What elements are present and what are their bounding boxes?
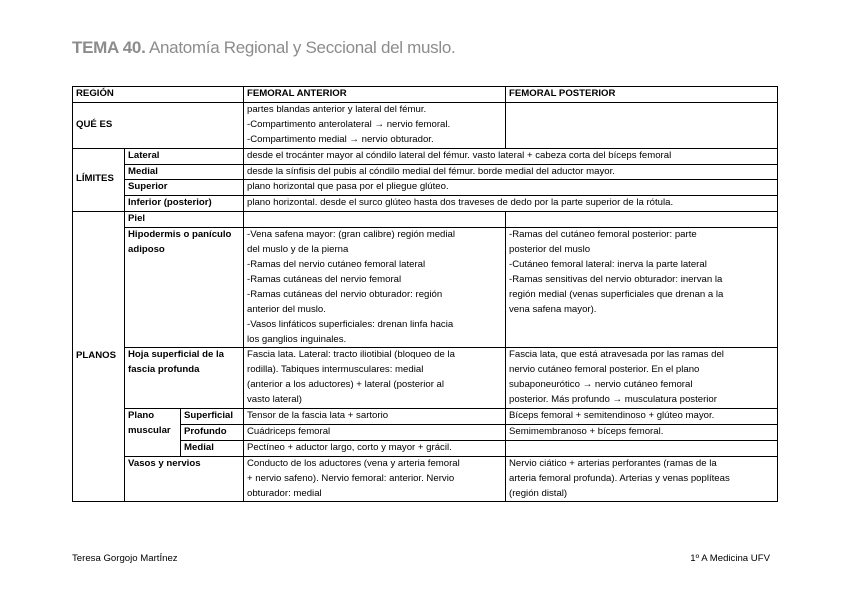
- que-es-anterior: [244, 102, 506, 148]
- page-title: [72, 38, 455, 58]
- hoja-anterior: [244, 348, 506, 409]
- vasos-anterior: [244, 456, 506, 502]
- que-es-posterior: [506, 102, 778, 148]
- text-line: -Compartimento medial → nervio obturador.: [247, 133, 434, 145]
- limite-text: plano horizontal. desde el surco glúteo hasta dos traveses de dedo por la parte superior de la rótula.: [244, 196, 778, 212]
- text-line: nervio cutáneo femoral posterior. En el plano: [509, 364, 700, 376]
- limite-text: plano horizontal que pasa por el pliegue glúteo.: [244, 180, 778, 196]
- footer-course: 1º A Medicina UFV: [690, 553, 770, 564]
- text-line: posterior del muslo: [509, 244, 591, 256]
- header-region: REGIÓN: [73, 87, 244, 103]
- text-line: vasto lateral): [247, 394, 302, 406]
- limites-label: LÍMITES: [73, 148, 125, 212]
- plano-muscular-anterior: Cuádriceps femoral: [244, 424, 506, 440]
- table-header-row: [73, 87, 778, 103]
- text-line: rodilla). Tabiques intermusculares: medial: [247, 364, 424, 376]
- text-line: -Cutáneo femoral lateral: inerva la parte lateral: [509, 258, 707, 270]
- title-text: Anatomía Regional y Seccional del muslo.: [145, 38, 456, 57]
- hipodermis-posterior: [506, 228, 778, 348]
- text-line: arteria femoral profunda). Arterias y venas poplíteas: [509, 472, 730, 484]
- text-line: -Vena safena mayor: (gran calibre) región medial: [247, 229, 455, 241]
- row-limite-lateral: [73, 148, 778, 164]
- text-line: (anterior a los aductores) + lateral (posterior al: [247, 379, 445, 391]
- text-line: + nervio safeno). Nervio femoral: anterior. Nervio: [247, 472, 455, 484]
- row-plano-superficial: [73, 409, 778, 425]
- text-line: partes blandas anterior y lateral del fémur.: [247, 103, 427, 115]
- row-limite-medial: [73, 164, 778, 180]
- piel-anterior: [244, 212, 506, 228]
- text-line: -Ramas del nervio cutáneo femoral lateral: [247, 258, 426, 270]
- hipodermis-anterior: [244, 228, 506, 348]
- plano-muscular-label: Plano muscular: [125, 409, 181, 457]
- text-line: (región distal): [509, 487, 568, 499]
- text-line: vena safena mayor).: [509, 303, 597, 315]
- row-limite-superior: [73, 180, 778, 196]
- piel-label: Piel: [125, 212, 244, 228]
- text-line: región medial (venas superficiales que drenan a la: [509, 288, 724, 300]
- hoja-posterior: [506, 348, 778, 409]
- piel-posterior: [506, 212, 778, 228]
- text-line: -Ramas del cutáneo femoral posterior: parte: [509, 229, 697, 241]
- limite-text: desde la sínfisis del pubis al cóndilo medial del fémur. borde medial del aductor mayor.: [244, 164, 778, 180]
- plano-muscular-posterior: Bíceps femoral + semitendinoso + glúteo mayor.: [506, 409, 778, 425]
- text-line: del muslo y de la pierna: [247, 244, 349, 256]
- text-line: -Ramas sensitivas del nervio obturador: inervan la: [509, 273, 723, 285]
- vasos-label: Vasos y nervios: [125, 456, 244, 502]
- hoja-label: Hoja superficial de la fascia profunda: [125, 348, 244, 409]
- text-line: -Compartimento anterolateral → nervio femoral.: [247, 118, 451, 130]
- text-line: -Ramas cutáneas del nervio obturador: región: [247, 288, 443, 300]
- text-line: posterior. Más profundo → musculatura posterior: [509, 394, 717, 406]
- header-anterior: FEMORAL ANTERIOR: [244, 87, 506, 103]
- row-vasos-nervios: [73, 456, 778, 502]
- limite-text: desde el trocánter mayor al cóndilo lateral del fémur. vasto lateral + cabeza corta del bíceps femoral: [244, 148, 778, 164]
- row-hipodermis: [73, 228, 778, 348]
- text-line: Conducto de los aductores (vena y arteria femoral: [247, 457, 460, 469]
- vasos-posterior: [506, 456, 778, 502]
- text-line: anterior del muslo.: [247, 303, 326, 315]
- text-line: -Vasos linfáticos superficiales: drenan linfa hacia: [247, 318, 454, 330]
- plano-muscular-sublabel: Superficial: [181, 409, 244, 425]
- limite-label: Medial: [125, 164, 244, 180]
- row-piel: [73, 212, 778, 228]
- text-line: -Ramas cutáneas del nervio femoral: [247, 273, 402, 285]
- plano-muscular-posterior: Semimembranoso + bíceps femoral.: [506, 424, 778, 440]
- header-posterior: FEMORAL POSTERIOR: [506, 87, 778, 103]
- plano-muscular-posterior: [506, 440, 778, 456]
- text-line: subaponeurótico → nervio cutáneo femoral: [509, 379, 693, 391]
- plano-muscular-sublabel: Profundo: [181, 424, 244, 440]
- text-line: Fascia lata, que está atravesada por las ramas del: [509, 349, 724, 361]
- limite-label: Inferior (posterior): [125, 196, 244, 212]
- plano-muscular-anterior: Pectíneo + aductor largo, corto y mayor + grácil.: [244, 440, 506, 456]
- plano-muscular-sublabel: Medial: [181, 440, 244, 456]
- row-hoja-superficial: [73, 348, 778, 409]
- text-line: obturador: medial: [247, 487, 322, 499]
- row-limite-inferior: [73, 196, 778, 212]
- limite-label: Superior: [125, 180, 244, 196]
- text-line: los ganglios inguinales.: [247, 333, 347, 345]
- planos-label: PLANOS: [73, 212, 125, 502]
- hipodermis-label: Hipodermis o panículo adiposo: [125, 228, 244, 348]
- limite-label: Lateral: [125, 148, 244, 164]
- footer-author: Teresa Gorgojo MartÍnez: [72, 553, 178, 564]
- text-line: Nervio ciático + arterias perforantes (ramas de la: [509, 457, 717, 469]
- row-que-es: [73, 102, 778, 148]
- text-line: Fascia lata. Lateral: tracto iliotibial (bloqueo de la: [247, 349, 455, 361]
- que-es-label: QUÉ ES: [73, 102, 244, 148]
- plano-muscular-anterior: Tensor de la fascia lata + sartorio: [244, 409, 506, 425]
- anatomy-table: [72, 86, 778, 502]
- title-number: TEMA 40.: [72, 38, 146, 57]
